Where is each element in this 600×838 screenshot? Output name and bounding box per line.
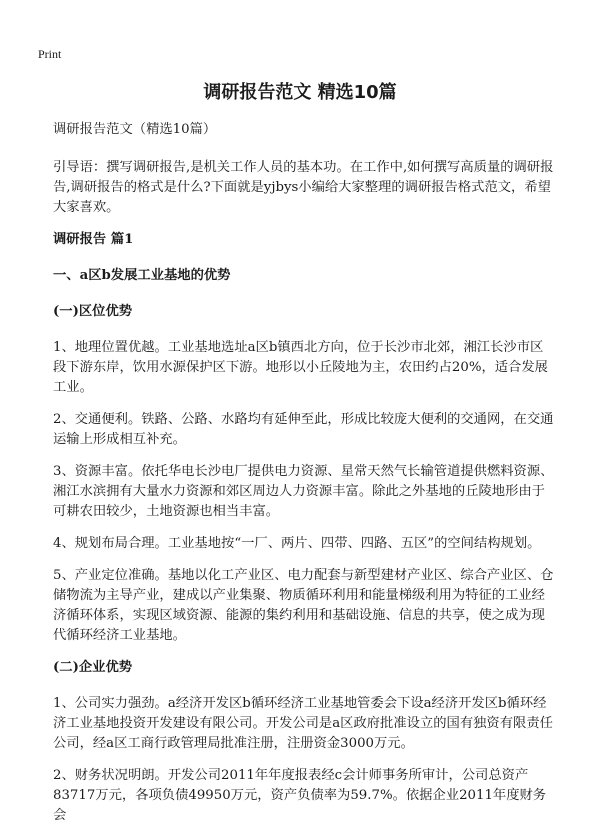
heading-advantages: 一、a区b发展工业基地的优势 [53,268,231,283]
location-item-1: 1、地理位置优越。工业基地选址a区b镇西北方向，位于长沙市北郊，湘江长沙市区段下游东岸，饮用水源保护区下游。地形以小丘陵地为主，农田约占20%，适合发展工业。 [53,340,548,395]
subheading-location: (一)区位优势 [53,304,133,319]
location-item-5: 5、产业定位准确。基地以化工产业区、电力配套与新型建材产业区、综合产业区、仓储物流为主导产业，建成以产业集聚、物质循环利用和能量梯级利用为特征的工业经济循环体系，实现区域资源、能源的集约利用和基础设施、信息的共享，使之成为现代循环经济工业基地。 [53,568,554,643]
document-title: 调研报告范文 精选10篇 [203,82,397,103]
location-item-3: 3、资源丰富。依托华电长沙电厂提供电力资源、星常天然气长输管道提供燃料资源、湘江水滨拥有大量水力资源和郊区周边人力资源丰富。除此之外基地的丘陵地形由于可耕农田较少，土地资源也相当丰富。 [53,464,554,519]
document-body [53,120,556,838]
enterprise-item-1: 1、公司实力强劲。a经济开发区b循环经济工业基地管委会下设a经济开发区b循环经济工业基地投资开发建设有限公司。开发公司是a区政府批准设立的国有独资有限责任公司，经a区工商行政管理局批准注册，注册资金3000万元。 [53,696,553,751]
print-label[interactable]: Print [38,47,62,61]
location-item-4: 4、规划布局合理。工业基地按“一厂、两片、四带、四路、五区”的空间结构规划。 [53,536,541,551]
section-title: 调研报告 篇1 [53,232,134,247]
location-item-2: 2、交通便利。铁路、公路、水路均有延伸至此，形成比较庞大便利的交通网，在交通运输上形成相互补充。 [53,412,554,447]
enterprise-item-2: 2、财务状况明朗。开发公司2011年年度报表经c会计师事务所审计，公司总资产83717万元，各项负债49950万元，资产负债率为59.7%。依据企业2011年度财务会 [53,768,547,823]
subheading-enterprise: (二)企业优势 [53,660,133,675]
intro-paragraph: 引导语：撰写调研报告,是机关工作人员的基本功。在工作中,如何撰写高质量的调研报告,调研报告的格式是什么?下面就是yjbys小编给大家整理的调研报告格式范文，希望大家喜欢。 [53,160,554,215]
document-subtitle: 调研报告范文（精选10篇） [53,122,217,137]
